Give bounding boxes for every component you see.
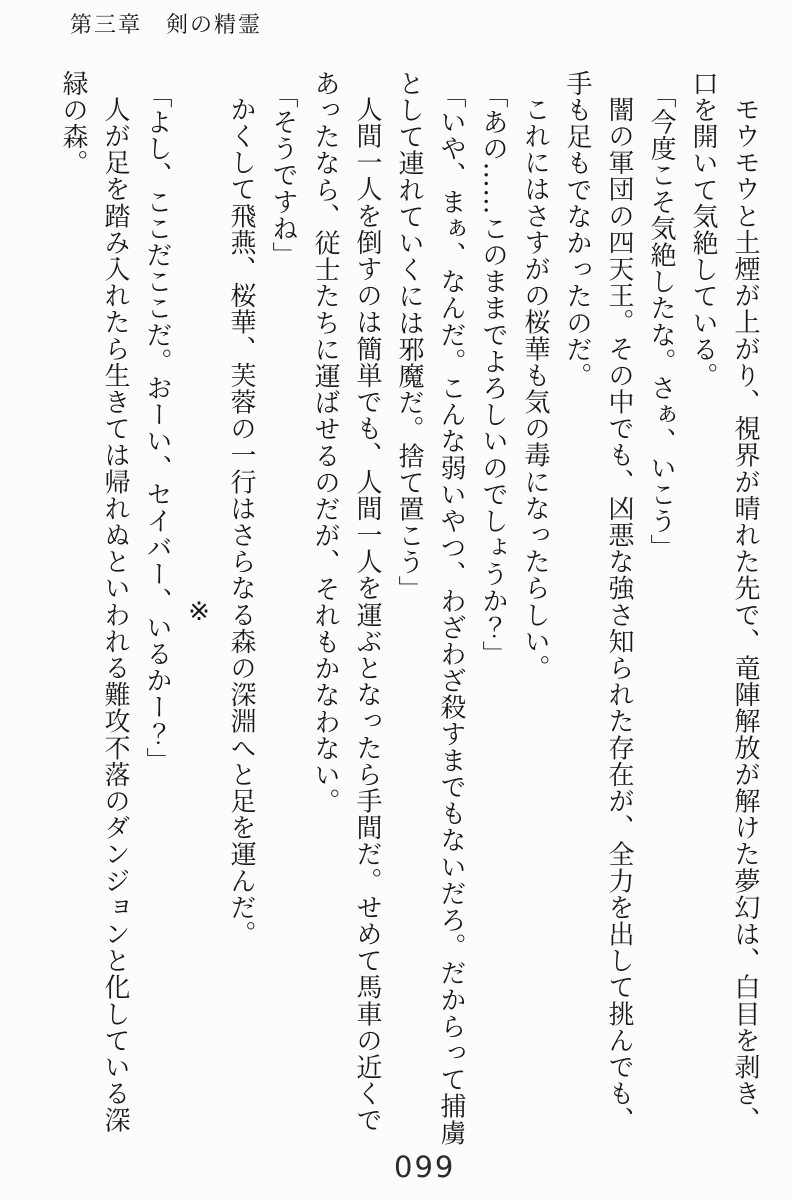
text-line: 「あの……このままでよろしいのでしょうか？」 bbox=[478, 81, 508, 667]
text-line: 「いや、まぁ、なんだ。こんな弱いやつ、わざわざ殺すまでもないだろ。だからって捕虜 bbox=[436, 81, 466, 1146]
text-line: あったなら、従士たちに運ばせるのだが、それもかなわない。 bbox=[310, 70, 340, 815]
text-line: これにはさすがの桜華も気の毒になったらしい。 bbox=[520, 96, 550, 682]
text-line: 「よし、ここだここだ。おーい、セイバー、いるかー？」 bbox=[142, 81, 172, 774]
text-line: 手も足もでなかったのだ。 bbox=[562, 70, 592, 390]
text-line: 口を開いて気絶している。 bbox=[688, 70, 718, 390]
text-line: モウモウと土煙が上がり、視界が晴れた先で、竜陣解放が解けた夢幻は、白目を剥き、 bbox=[730, 96, 760, 1134]
chapter-header bbox=[70, 8, 262, 39]
text-line: 人が足を踏み入れたら生きては帰れぬといわれる難攻不落のダンジョンと化している深 bbox=[100, 96, 130, 1134]
text-line: 「そうですね」 bbox=[268, 81, 298, 268]
text-line: として連れていくには邪魔だ。捨て置こう」 bbox=[394, 70, 424, 602]
text-line: 闇の軍団の四天王。その中でも、凶悪な強さ知られた存在が、全力を出して挑んでも、 bbox=[604, 96, 634, 1134]
text-line: 「今度こそ気絶したな。さぁ、いこう」 bbox=[646, 81, 676, 561]
page-number: 099 bbox=[394, 1150, 456, 1184]
chapter-title: 第三章 剣の精霊 bbox=[70, 13, 263, 38]
section-divider: ※ bbox=[184, 597, 214, 628]
text-line: かくして飛燕、桜華、芙蓉の一行はさらなる森の深淵へと足を運んだ。 bbox=[226, 96, 256, 948]
page-text-body bbox=[52, 70, 766, 1155]
text-line: 人間一人を倒すのは簡単でも、人間一人を運ぶとなったら手間だ。せめて馬車の近くで bbox=[352, 96, 382, 1134]
text-line: 緑の森。 bbox=[58, 70, 88, 177]
